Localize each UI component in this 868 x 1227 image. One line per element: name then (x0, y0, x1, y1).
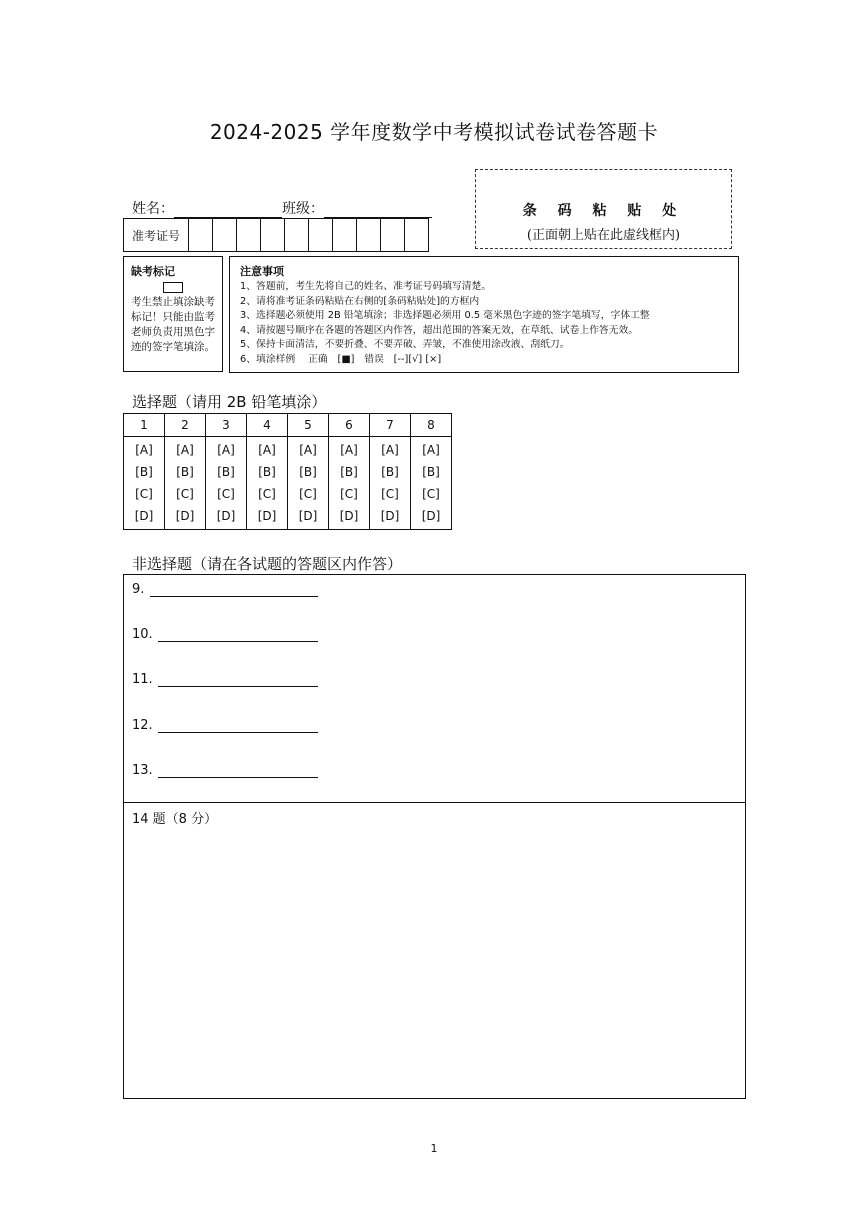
barcode-area (475, 169, 732, 249)
barcode-note: (正面朝上贴在此虚线框内) (526, 228, 681, 243)
fill-number: 11. (132, 672, 153, 687)
fill-answer-line[interactable] (150, 580, 318, 597)
fill-answer-line[interactable] (158, 625, 318, 642)
option-bubble[interactable]: [D] (247, 505, 288, 530)
option-bubble[interactable]: [B] (370, 461, 411, 483)
option-bubble[interactable]: [B] (288, 461, 329, 483)
exam-id-cell[interactable] (357, 219, 381, 252)
name-label: 姓名： (132, 201, 174, 217)
question-number: 6 (329, 414, 370, 437)
option-bubble[interactable]: [D] (165, 505, 206, 530)
option-bubble[interactable]: [A] (370, 437, 411, 462)
option-bubble[interactable]: [D] (206, 505, 247, 530)
notes-heading: 注意事项 (240, 265, 284, 278)
exam-id-cell[interactable] (213, 219, 237, 252)
option-bubble[interactable]: [C] (247, 483, 288, 505)
notes-line: 2、请将准考证条码粘贴在右侧的[条码粘贴处]的方框内 (240, 295, 480, 307)
class-label: 班级： (282, 201, 324, 217)
option-bubble[interactable]: [A] (411, 437, 452, 462)
fill-answer-line[interactable] (158, 716, 318, 733)
question-number: 3 (206, 414, 247, 437)
barcode-title: 条 码 粘 贴 处 (522, 203, 685, 219)
exam-id-cell[interactable] (309, 219, 333, 252)
exam-id-cell[interactable] (285, 219, 309, 252)
option-bubble[interactable]: [C] (370, 483, 411, 505)
option-bubble[interactable]: [B] (329, 461, 370, 483)
option-bubble[interactable]: [B] (206, 461, 247, 483)
option-bubble[interactable]: [D] (329, 505, 370, 530)
absent-heading: 缺考标记 (131, 265, 175, 278)
fill-answer-line[interactable] (158, 761, 318, 778)
student-name-row (132, 198, 432, 218)
option-bubble[interactable]: [D] (288, 505, 329, 530)
page-title: 2024-2025 学年度数学中考模拟试卷试卷答题卡 (209, 120, 659, 144)
option-bubble[interactable]: [D] (124, 505, 165, 530)
option-bubble[interactable]: [C] (206, 483, 247, 505)
choice-answer-grid (123, 413, 452, 530)
fill-number: 10. (132, 627, 153, 642)
notes-line: 4、请按题号顺序在各题的答题区内作答，超出范围的答案无效，在草纸、试卷上作答无效。 (240, 324, 639, 336)
option-bubble[interactable]: [C] (288, 483, 329, 505)
exam-id-cell[interactable] (237, 219, 261, 252)
fill-number: 13. (132, 763, 153, 778)
absent-mark-box (123, 256, 223, 372)
notes-box (229, 256, 739, 373)
question-number: 2 (165, 414, 206, 437)
section-divider (124, 802, 745, 803)
exam-id-grid (123, 218, 429, 252)
nonchoice-heading: 非选择题（请在各试题的答题区内作答） (132, 555, 403, 573)
choice-heading: 选择题（请用 2B 铅笔填涂） (132, 393, 327, 411)
exam-id-cell[interactable] (405, 219, 429, 252)
option-bubble[interactable]: [A] (124, 437, 165, 462)
class-field[interactable] (324, 201, 432, 218)
fill-number: 9. (132, 582, 145, 597)
option-bubble[interactable]: [A] (288, 437, 329, 462)
exam-id-cell[interactable] (261, 219, 285, 252)
page-number: 1 (430, 1142, 438, 1155)
nonchoice-answer-area (123, 574, 746, 1099)
question-number: 4 (247, 414, 288, 437)
option-bubble[interactable]: [A] (206, 437, 247, 462)
option-bubble[interactable]: [A] (165, 437, 206, 462)
option-bubble[interactable]: [B] (124, 461, 165, 483)
question-number: 8 (411, 414, 452, 437)
option-bubble[interactable]: [C] (124, 483, 165, 505)
notes-line: 1、答题前，考生先将自己的姓名、准考证号码填写清楚。 (240, 281, 492, 292)
option-bubble[interactable]: [C] (165, 483, 206, 505)
fill-item-13 (132, 761, 318, 778)
fill-item-11 (132, 670, 318, 687)
fill-number: 12. (132, 718, 153, 733)
notes-line: 3、选择题必须使用 2B 铅笔填涂；非选择题必须用 0.5 毫米黑色字迹的签字笔填写，字体工整 (240, 310, 650, 321)
notes-line: 6、填涂样例 正确 [■] 错误 [--][√] [×] (240, 353, 442, 365)
question-number: 7 (370, 414, 411, 437)
fill-item-12 (132, 716, 318, 733)
exam-id-cell[interactable] (189, 219, 213, 252)
exam-id-label: 准考证号 (124, 219, 189, 252)
option-bubble[interactable]: [C] (329, 483, 370, 505)
question-number: 1 (124, 414, 165, 437)
option-bubble[interactable]: [B] (247, 461, 288, 483)
option-bubble[interactable]: [D] (411, 505, 452, 530)
exam-id-cell[interactable] (333, 219, 357, 252)
fill-answer-line[interactable] (158, 670, 318, 687)
fill-item-10 (132, 625, 318, 642)
exam-id-cell[interactable] (381, 219, 405, 252)
fill-item-9 (132, 580, 318, 597)
q14-label: 14 题（8 分） (132, 812, 218, 827)
question-number: 5 (288, 414, 329, 437)
name-field[interactable] (174, 201, 282, 218)
absent-mark-bubble[interactable] (163, 282, 183, 293)
notes-line: 5、保持卡面清洁，不要折叠、不要弄破、弄皱，不准使用涂改液、刮纸刀。 (240, 339, 570, 350)
option-bubble[interactable]: [D] (370, 505, 411, 530)
option-bubble[interactable]: [C] (411, 483, 452, 505)
absent-text: 考生禁止填涂缺考标记！只能由监考老师负责用黑色字迹的签字笔填涂。 (131, 296, 215, 353)
option-bubble[interactable]: [B] (165, 461, 206, 483)
option-bubble[interactable]: [B] (411, 461, 452, 483)
option-bubble[interactable]: [A] (329, 437, 370, 462)
option-bubble[interactable]: [A] (247, 437, 288, 462)
